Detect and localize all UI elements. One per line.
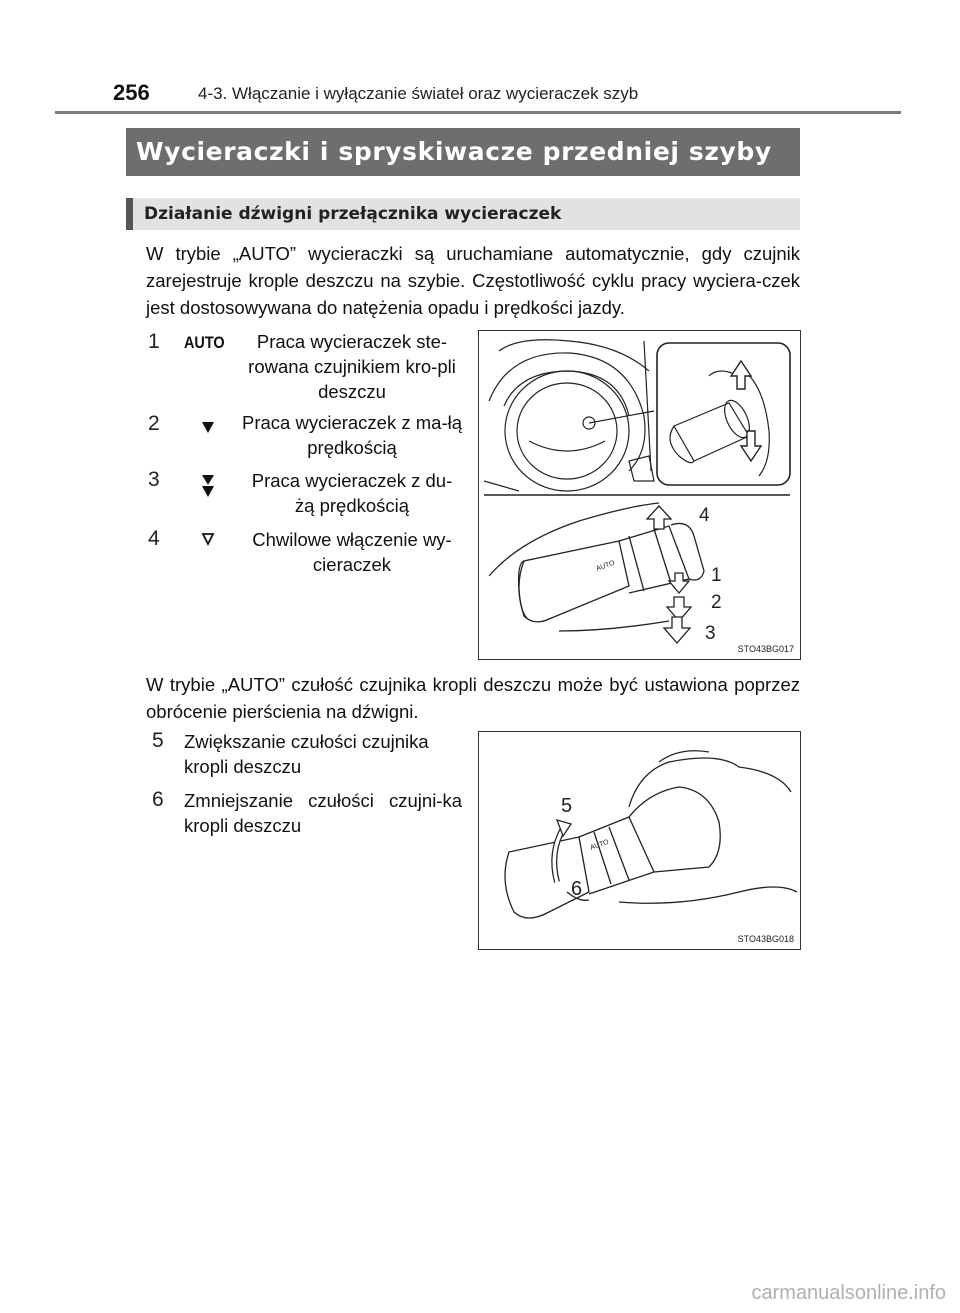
section-title: Wycieraczki i spryskiwacze przedniej szyby	[136, 137, 772, 166]
figure-wiper-lever-positions	[478, 330, 801, 660]
item-5-text: Zwiększanie czułości czujnika kropli deszczu	[184, 731, 429, 777]
item-6-number: 6	[152, 788, 164, 811]
figure2-callout-5: 5	[561, 795, 573, 817]
intro-paragraph: W trybie „AUTO” wycieraczki są uruchamiane automatycznie, gdy czujnik zarejestruje krople deszczu na szybie. Częstotliwość cyklu pracy wyciera-czek jest dostosowywana do natężenia opadu i prędkości jazdy.	[146, 243, 800, 318]
figure1-callout-3: 3	[705, 623, 716, 644]
item-5-number: 5	[152, 729, 164, 752]
mode-3-number: 3	[148, 468, 160, 491]
sensitivity-ring-illustration	[479, 732, 800, 949]
subsection-bar	[126, 198, 800, 230]
figure2-callout-6: 6	[571, 878, 583, 900]
mode-1-text: Praca wycieraczek ste-rowana czujnikiem kro-pli deszczu	[248, 331, 456, 402]
page-number: 256	[113, 80, 150, 105]
subsection-marker	[126, 198, 133, 230]
mode-2-text: Praca wycieraczek z ma-łą prędkością	[242, 412, 463, 458]
auto-symbol: AUTO	[184, 333, 225, 352]
single-down-triangle-icon	[201, 420, 215, 434]
header-rule	[55, 111, 901, 114]
lever-auto-label: AUTO	[595, 559, 616, 573]
mode-4-number: 4	[148, 527, 160, 550]
page-header	[0, 78, 960, 118]
mode-1-number: 1	[148, 330, 160, 353]
chapter-title: 4-3. Włączanie i wyłączanie świateł oraz wycieraczek szyb	[198, 84, 639, 103]
item-6-text: Zmniejszanie czułości czujni-ka kropli deszczu	[184, 790, 462, 836]
mode-2-number: 2	[148, 412, 160, 435]
hollow-down-triangle-icon	[201, 532, 215, 546]
figure1-callout-2: 2	[711, 592, 722, 613]
subsection-title: Działanie dźwigni przełącznika wycieraczek	[144, 204, 562, 224]
mode-3-text: Praca wycieraczek z du-żą prędkością	[251, 470, 453, 516]
ring-auto-label: AUTO	[589, 838, 610, 852]
mode-4-text: Chwilowe włączenie wy-cieraczek	[252, 529, 452, 575]
figure2-code: STO43BG018	[737, 934, 794, 944]
figure-sensitivity-ring	[478, 731, 801, 950]
sensitivity-paragraph: W trybie „AUTO” czułość czujnika kropli deszczu może być ustawiona poprzez obrócenie pierścienia na dźwigni.	[146, 674, 800, 722]
watermark: carmanualsonline.info	[751, 1282, 946, 1304]
section-title-bar	[126, 128, 800, 176]
double-down-triangle-icon	[201, 474, 215, 498]
wiper-lever-illustration	[479, 331, 800, 659]
figure1-callout-1: 1	[711, 565, 722, 586]
figure1-code: STO43BG017	[737, 644, 794, 654]
figure1-callout-4: 4	[699, 505, 710, 526]
